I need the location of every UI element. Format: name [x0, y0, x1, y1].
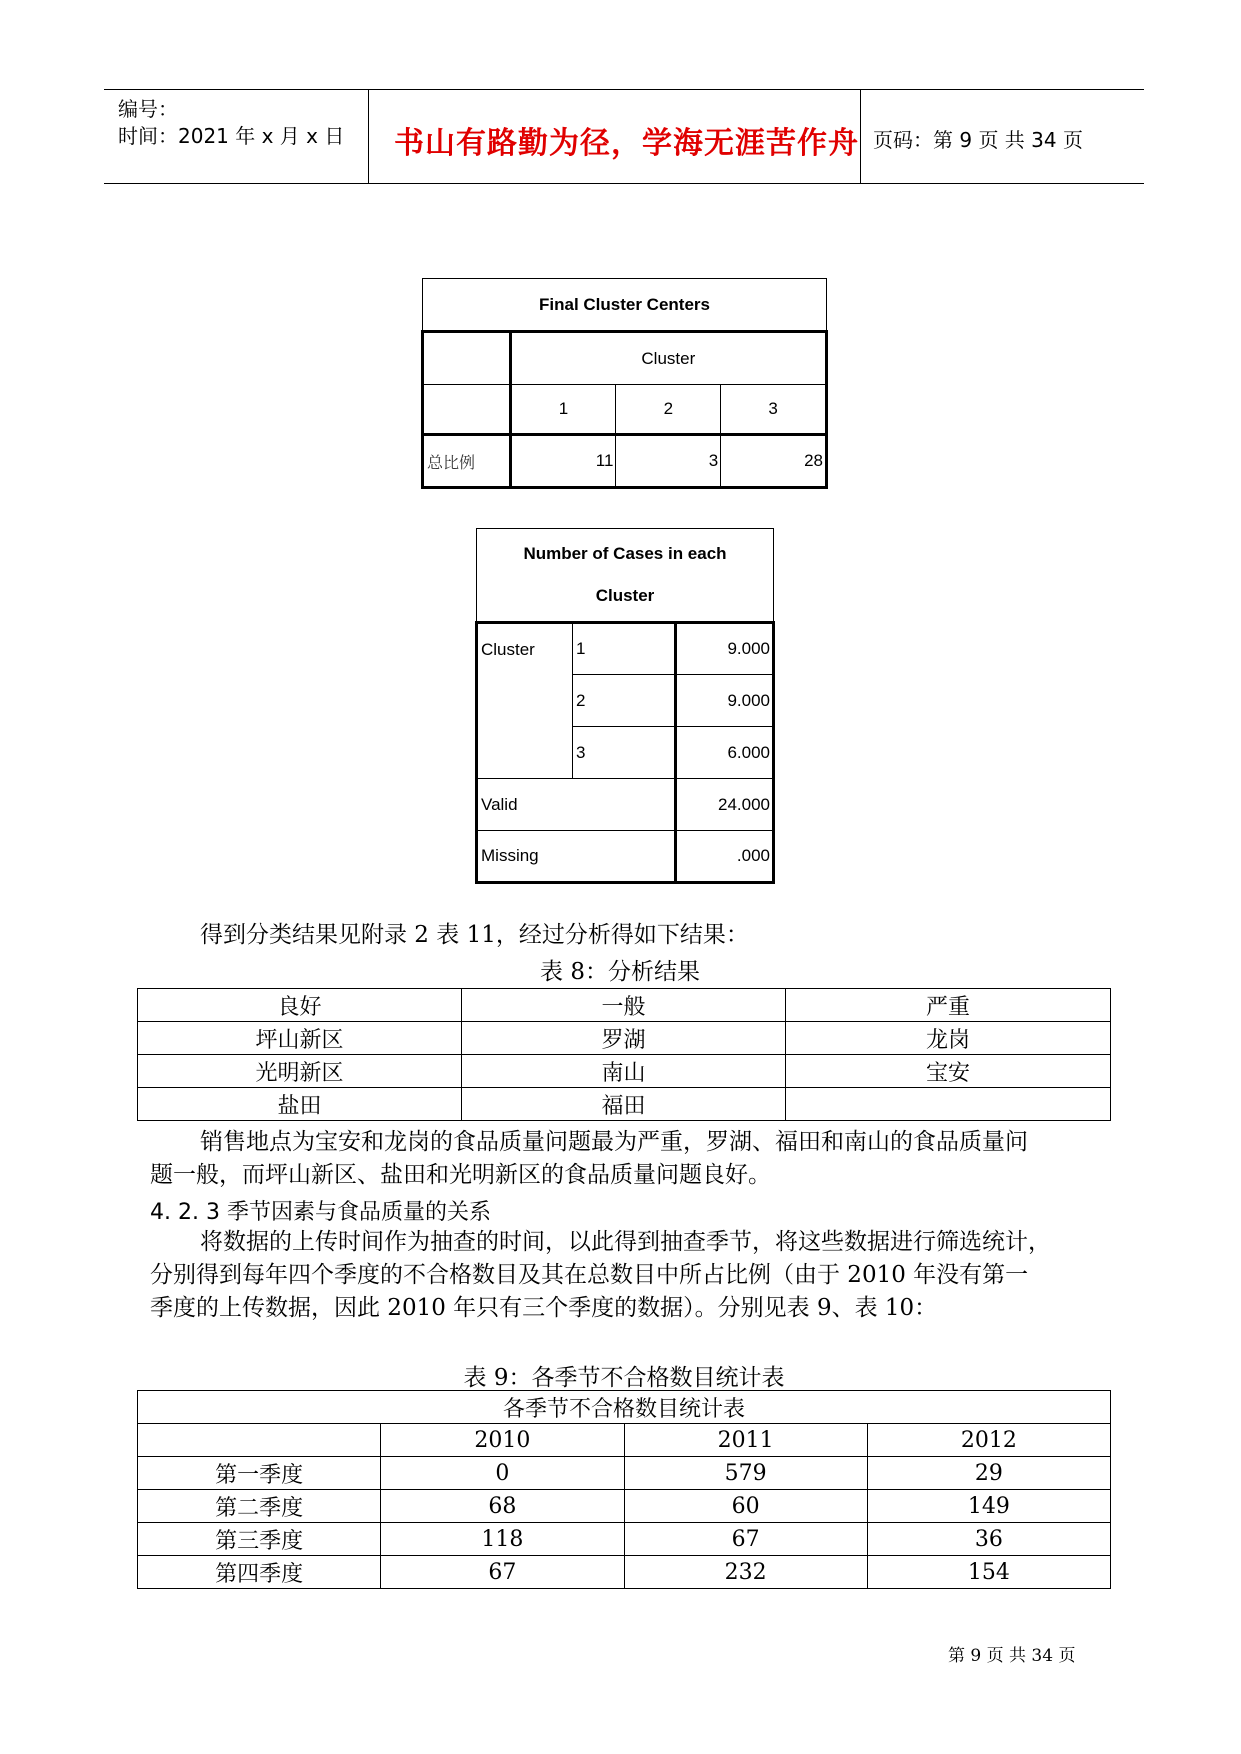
cluster-header: Cluster: [510, 332, 826, 385]
table9-year-2011: 2011: [624, 1424, 867, 1457]
table9-cell: 36: [867, 1523, 1110, 1556]
table8-cell: 福田: [462, 1088, 786, 1121]
cluster-count-3: 6.000: [676, 727, 774, 779]
final-cluster-centers-title: Final Cluster Centers: [423, 279, 827, 332]
missing-label: Missing: [477, 831, 676, 883]
table9-cell: 67: [624, 1523, 867, 1556]
cluster-row-label: Cluster: [477, 623, 573, 779]
table8-cell: 南山: [462, 1055, 786, 1088]
table8-caption: 表 8：分析结果: [540, 959, 700, 985]
cases-title-line1: Number of Cases in each: [523, 544, 727, 563]
header-motto: 书山有路勤为径，学海无涯苦作舟: [394, 126, 859, 161]
table9-quarter-label: 第四季度: [138, 1556, 381, 1589]
cluster-col-1: 1: [510, 385, 616, 435]
table8-cell: 宝安: [786, 1055, 1111, 1088]
table9-cell: 579: [624, 1457, 867, 1490]
table9-corner: [138, 1424, 381, 1457]
table8-cell: 光明新区: [138, 1055, 462, 1088]
table8: [137, 988, 1111, 1121]
final-cluster-centers-table: [421, 278, 828, 489]
table9-cell: 68: [381, 1490, 624, 1523]
table9-cell: 60: [624, 1490, 867, 1523]
table9-cell: 0: [381, 1457, 624, 1490]
cluster-value-1: 11: [510, 435, 616, 488]
page-footer: 第 9 页 共 34 页: [948, 1646, 1076, 1666]
table-row: [138, 1556, 1111, 1589]
table9-quarter-label: 第一季度: [138, 1457, 381, 1490]
table-row: [138, 1490, 1111, 1523]
table8-cell: [786, 1088, 1111, 1121]
summary-line-2: 题一般，而坪山新区、盐田和光明新区的食品质量问题良好。: [150, 1162, 771, 1188]
table9-year-2010: 2010: [381, 1424, 624, 1457]
corner-cell-2: [423, 385, 511, 435]
table8-header-severe: 严重: [786, 989, 1111, 1022]
table9-year-2012: 2012: [867, 1424, 1110, 1457]
row-label-ratio: 总比例: [423, 435, 511, 488]
table9-quarter-label: 第三季度: [138, 1523, 381, 1556]
para2-line-2: 分别得到每年四个季度的不合格数目及其在总数目中所占比例（由于 2010 年没有第一: [150, 1262, 1029, 1288]
table8-cell: 坪山新区: [138, 1022, 462, 1055]
table-row: [138, 1523, 1111, 1556]
para2-line-1: 将数据的上传时间作为抽查的时间，以此得到抽查季节，将这些数据进行筛选统计，: [200, 1229, 1051, 1255]
table9-cell: 154: [867, 1556, 1110, 1589]
summary-line-1: 销售地点为宝安和龙岗的食品质量问题最为严重，罗湖、福田和南山的食品质量问: [200, 1129, 1028, 1155]
header-bottom-rule: [104, 183, 1144, 184]
header-divider-left: [368, 90, 369, 184]
cluster-num-3: 3: [573, 727, 676, 779]
table8-cell: 罗湖: [462, 1022, 786, 1055]
header-top-rule: [104, 89, 1144, 90]
para2-line-3: 季度的上传数据，因此 2010 年只有三个季度的数据）。分别见表 9、表 10：: [150, 1295, 938, 1321]
table9-cell: 232: [624, 1556, 867, 1589]
table9-cell: 149: [867, 1490, 1110, 1523]
table9-title: 各季节不合格数目统计表: [138, 1391, 1111, 1424]
cases-title-line2: Cluster: [595, 586, 655, 605]
cluster-value-3: 28: [721, 435, 827, 488]
table9: [137, 1390, 1111, 1589]
table8-header-good: 良好: [138, 989, 462, 1022]
intro-paragraph: 得到分类结果见附录 2 表 11，经过分析得如下结果：: [200, 922, 749, 948]
cluster-value-2: 3: [616, 435, 721, 488]
cluster-num-2: 2: [573, 675, 676, 727]
table9-quarter-label: 第二季度: [138, 1490, 381, 1523]
section-heading: 4. 2. 3 季节因素与食品质量的关系: [150, 1200, 491, 1225]
header-divider-right: [860, 90, 861, 184]
cluster-num-1: 1: [573, 623, 676, 675]
table8-cell: 盐田: [138, 1088, 462, 1121]
table9-caption: 表 9：各季节不合格数目统计表: [463, 1365, 785, 1391]
table-row: [138, 1055, 1111, 1088]
cluster-col-3: 3: [721, 385, 827, 435]
header-page-label: 页码：第 9 页 共 34 页: [873, 128, 1083, 152]
table9-cell: 67: [381, 1556, 624, 1589]
table-row: [138, 1022, 1111, 1055]
table8-header-fair: 一般: [462, 989, 786, 1022]
table8-cell: 龙岗: [786, 1022, 1111, 1055]
table9-cell: 118: [381, 1523, 624, 1556]
missing-value: .000: [676, 831, 774, 883]
cases-table-title: [477, 529, 774, 623]
valid-value: 24.000: [676, 779, 774, 831]
table-row: [138, 1088, 1111, 1121]
cluster-count-1: 9.000: [676, 623, 774, 675]
cluster-col-2: 2: [616, 385, 721, 435]
table-row: [138, 1457, 1111, 1490]
cluster-count-2: 9.000: [676, 675, 774, 727]
corner-cell: [423, 332, 511, 385]
header-time-label: 时间：2021 年 x 月 x 日: [118, 124, 345, 148]
header-number-label: 编号：: [118, 97, 178, 121]
cases-per-cluster-table: [475, 528, 775, 884]
valid-label: Valid: [477, 779, 676, 831]
table9-cell: 29: [867, 1457, 1110, 1490]
